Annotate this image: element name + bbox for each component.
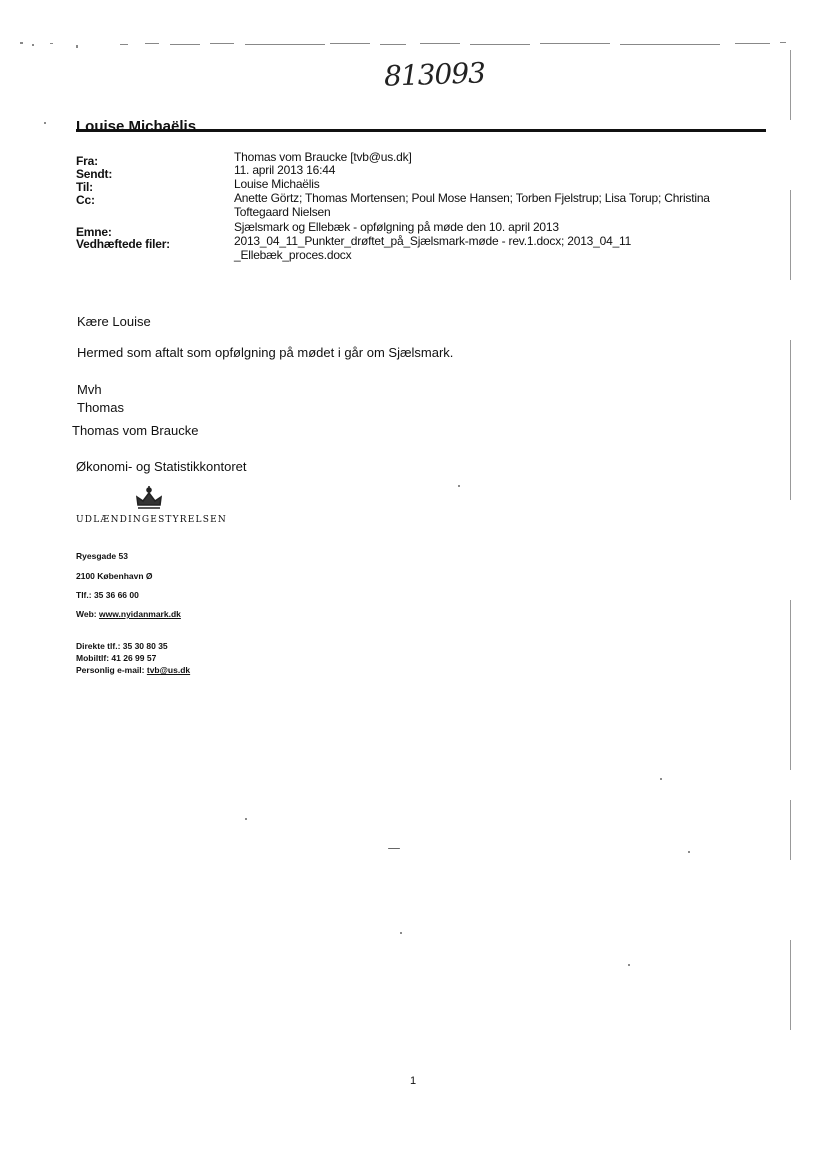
scan-speck	[44, 122, 46, 124]
address-street: Ryesgade 53	[76, 551, 128, 561]
direct-phone: Direkte tlf.: 35 30 80 35	[76, 641, 168, 651]
scan-speck	[660, 778, 662, 780]
web-link[interactable]: www.nyidanmark.dk	[99, 609, 181, 619]
to-value: Louise Michaëlis	[234, 177, 320, 191]
header-rule	[76, 129, 766, 132]
scan-speck	[688, 851, 690, 853]
phone-main: Tlf.: 35 36 66 00	[76, 590, 139, 600]
web-line	[76, 609, 181, 619]
scan-speck	[400, 932, 402, 934]
mobile-phone: Mobiltlf: 41 26 99 57	[76, 653, 157, 663]
cc-value: Anette Görtz; Thomas Mortensen; Poul Mose Hansen; Torben Fjelstrup; Lisa Torup; Christina Toftegaard Nielsen	[234, 191, 710, 219]
from-value: Thomas vom Braucke [tvb@us.dk]	[234, 150, 412, 164]
from-label: Fra:	[76, 154, 98, 168]
signature-department: Økonomi- og Statistikkontoret	[76, 459, 247, 474]
sender-first-name: Thomas	[77, 400, 124, 415]
personal-email-line	[76, 665, 190, 675]
page-number: 1	[410, 1075, 417, 1087]
signature-full-name: Thomas vom Braucke	[72, 423, 199, 438]
to-label: Til:	[76, 180, 93, 194]
address-city: 2100 København Ø	[76, 571, 153, 581]
scan-speck	[245, 818, 247, 820]
web-label: Web:	[76, 609, 97, 619]
sent-label: Sendt:	[76, 167, 113, 181]
scan-speck	[388, 848, 400, 849]
subject-value: Sjælsmark og Ellebæk - opfølgning på møde den 10. april 2013	[234, 220, 559, 234]
closing: Mvh	[77, 382, 102, 397]
scan-speck	[628, 964, 630, 966]
scan-edge-line	[790, 40, 792, 1080]
handwritten-document-number: 813093	[383, 56, 486, 93]
crown-logo	[134, 485, 164, 511]
agency-name: UDLÆNDINGESTYRELSEN	[76, 515, 227, 525]
personal-email-link[interactable]: tvb@us.dk	[146, 665, 191, 675]
scan-speck	[458, 485, 460, 487]
scan-noise-top	[20, 38, 790, 50]
mailbox-owner-name: Louise Michaëlis	[76, 118, 197, 135]
cc-label: Cc:	[76, 193, 95, 207]
greeting: Kære Louise	[77, 314, 151, 329]
attachments-value: 2013_04_11_Punkter_drøftet_på_Sjælsmark-møde - rev.1.docx; 2013_04_11 _Ellebæk_proces.docx	[234, 234, 632, 262]
subject-label: Emne:	[76, 225, 112, 239]
attachments-label: Vedhæftede filer:	[76, 237, 170, 251]
personal-email-label: Personlig e-mail:	[76, 665, 145, 675]
message-text: Hermed som aftalt som opfølgning på mødet i går om Sjælsmark.	[77, 345, 454, 360]
sent-value: 11. april 2013 16:44	[234, 163, 336, 177]
